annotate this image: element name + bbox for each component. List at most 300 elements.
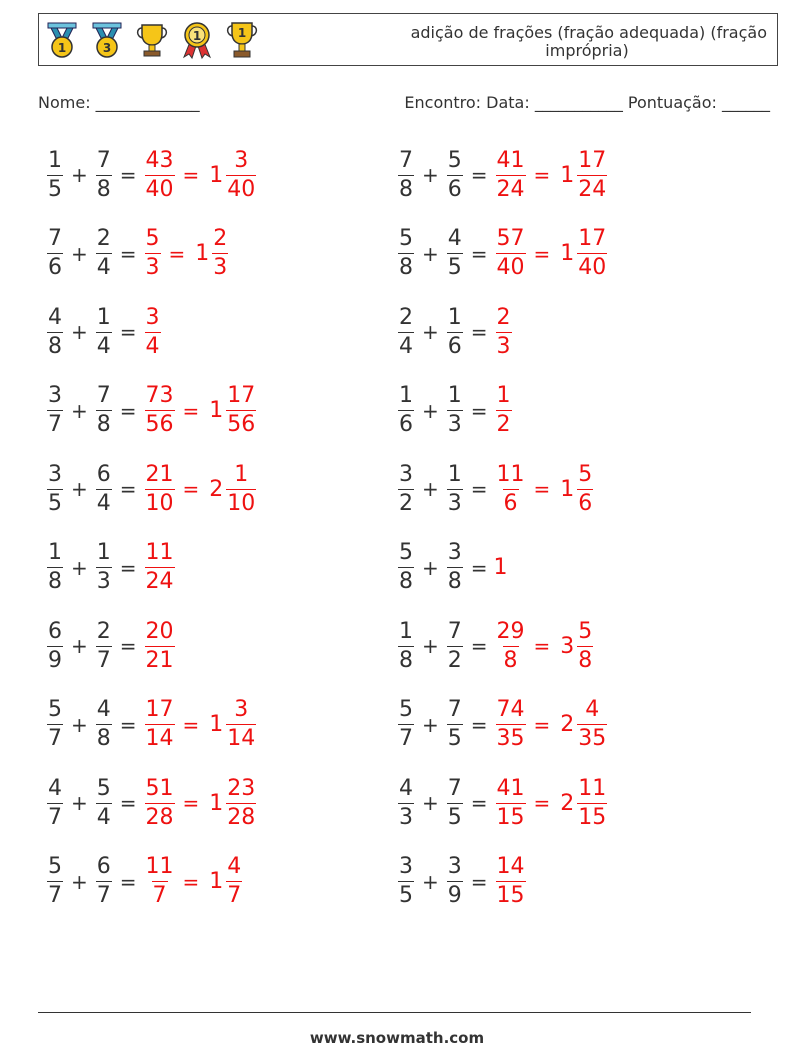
addend-fraction-1-denominator: 7 [48, 412, 62, 437]
worksheet-title [347, 24, 767, 60]
addend-fraction-2-numerator: 7 [447, 618, 462, 644]
medal-1-icon [43, 20, 81, 60]
problem-row [45, 302, 163, 362]
footer-url: www.snowmath.com [309, 1029, 485, 1047]
addend-fraction-2-numerator: 7 [447, 775, 462, 801]
equals-sign: = [119, 791, 137, 815]
addend-fraction-2 [447, 382, 463, 439]
answer-fraction-denominator: 56 [145, 412, 174, 437]
mixed-fraction [226, 696, 256, 753]
answer-fraction-numerator: 20 [145, 618, 174, 644]
mixed-fraction [577, 696, 607, 753]
plus-sign: + [71, 555, 88, 580]
title-line-2: imprópria) [545, 41, 629, 60]
answer-fraction-numerator: 5 [145, 226, 160, 251]
addend-fraction-1-denominator: 8 [399, 647, 413, 673]
addend-fraction-1-numerator: 1 [399, 383, 413, 408]
equals-sign: = [470, 712, 488, 737]
answer-fraction [145, 853, 175, 910]
equals-sign: = [470, 163, 488, 187]
equals-sign: = [470, 869, 488, 894]
mixed-whole: 1 [560, 476, 575, 502]
equals-sign: = [119, 398, 137, 423]
problem-row [396, 773, 609, 833]
addend-fraction-1-denominator: 4 [399, 333, 413, 359]
answer-fraction-denominator: 4 [145, 333, 160, 359]
mixed-fraction [226, 853, 242, 910]
equals-sign: = [119, 320, 137, 344]
mixed-fraction-numerator: 5 [578, 618, 593, 644]
addend-fraction-1-numerator: 3 [399, 461, 413, 487]
answer-fraction [145, 382, 175, 439]
problem-row [45, 773, 258, 833]
addend-fraction-1-denominator: 8 [48, 333, 62, 359]
answer-fraction [145, 539, 175, 596]
svg-text:3: 3 [102, 41, 112, 55]
addend-fraction-2-numerator: 4 [96, 697, 111, 722]
name-field: Nome: _____________ [38, 93, 200, 112]
mixed-fraction-denominator: 14 [227, 726, 256, 751]
answer-fraction-denominator: 3 [496, 333, 511, 359]
meta-fields: Encontro: Data: ___________ Pontuação: ______ [404, 93, 770, 112]
mixed-fraction-denominator: 10 [227, 490, 256, 516]
addend-fraction-2 [447, 696, 463, 753]
addend-fraction-2-denominator: 7 [96, 883, 111, 908]
addend-fraction-2-denominator: 5 [447, 255, 462, 280]
mixed-fraction-denominator: 40 [578, 255, 607, 280]
mixed-whole: 1 [209, 869, 224, 894]
answer-fraction-numerator: 73 [145, 383, 174, 408]
answer-fraction-numerator: 41 [496, 147, 525, 173]
answer-fraction-numerator: 11 [496, 461, 525, 487]
addend-fraction-1 [398, 696, 414, 753]
addend-fraction-2 [96, 618, 112, 675]
mixed-fraction-numerator: 17 [227, 383, 256, 408]
plus-sign: + [422, 398, 439, 423]
icon-strip [43, 20, 261, 60]
equals-sign: = [470, 241, 488, 266]
answer-fraction-numerator: 74 [496, 697, 525, 722]
addend-fraction-1-numerator: 5 [48, 697, 62, 722]
addend-fraction-1-denominator: 9 [48, 647, 62, 673]
problem-row [396, 224, 609, 284]
answer-fraction-numerator: 51 [145, 775, 174, 801]
addend-fraction-2-denominator: 5 [447, 804, 462, 830]
plus-sign: + [71, 163, 88, 187]
svg-text:1: 1 [57, 41, 67, 55]
answer-fraction-denominator: 2 [496, 412, 511, 437]
mixed-fraction-numerator: 1 [234, 461, 249, 487]
plus-sign: + [71, 634, 88, 658]
plus-sign: + [422, 791, 439, 815]
answer-fraction-numerator: 17 [145, 697, 174, 722]
plus-sign: + [71, 477, 88, 501]
equals-sign: = [119, 241, 137, 266]
answer-fraction-numerator: 29 [496, 618, 525, 644]
answer-fraction [496, 853, 526, 910]
addend-fraction-1-numerator: 6 [48, 618, 62, 644]
plus-sign: + [422, 712, 439, 737]
answer-fraction-numerator: 41 [496, 775, 525, 801]
answer-fraction-denominator: 40 [496, 255, 525, 280]
problem-row [45, 145, 258, 205]
mixed-whole: 1 [560, 162, 575, 188]
addend-fraction-1-denominator: 7 [399, 726, 413, 751]
addend-fraction-2-denominator: 7 [96, 647, 111, 673]
addend-fraction-2-numerator: 2 [96, 226, 111, 251]
addend-fraction-2-numerator: 4 [447, 226, 462, 251]
mixed-fraction-denominator: 15 [578, 804, 607, 830]
addend-fraction-2-denominator: 5 [447, 726, 462, 751]
answer-fraction-numerator: 2 [496, 304, 511, 330]
answer-fraction-numerator: 14 [496, 854, 525, 879]
plus-sign: + [422, 320, 439, 344]
mixed-fraction [577, 461, 593, 518]
mixed-whole: 2 [560, 790, 575, 816]
mixed-fraction-denominator: 35 [578, 726, 607, 751]
answer-fraction [496, 696, 526, 753]
addend-fraction-1 [398, 775, 414, 832]
answer-fraction-numerator: 3 [145, 304, 160, 330]
addend-fraction-2-numerator: 2 [96, 618, 111, 644]
addend-fraction-1-numerator: 1 [48, 540, 62, 565]
addend-fraction-2-numerator: 7 [447, 697, 462, 722]
mixed-fraction [226, 461, 256, 518]
addend-fraction-2 [447, 539, 463, 596]
problem-row [396, 302, 514, 362]
mixed-whole: 3 [560, 633, 575, 659]
svg-text:1: 1 [237, 26, 247, 40]
mixed-fraction [226, 382, 256, 439]
equals-sign-answer: = [182, 791, 200, 815]
addend-fraction-1-numerator: 5 [399, 540, 413, 565]
plus-sign: + [422, 869, 439, 894]
equals-sign: = [119, 555, 137, 580]
addend-fraction-2-numerator: 7 [96, 383, 111, 408]
answer-fraction-denominator: 8 [503, 647, 518, 673]
addend-fraction-1-numerator: 4 [48, 304, 62, 330]
addend-fraction-1-denominator: 8 [48, 569, 62, 594]
answer-fraction-numerator: 1 [496, 383, 511, 408]
addend-fraction-2-numerator: 1 [447, 461, 462, 487]
addend-fraction-2-denominator: 8 [96, 726, 111, 751]
equals-sign: = [470, 791, 488, 815]
mixed-whole: 1 [209, 712, 224, 737]
addend-fraction-1 [47, 539, 63, 596]
plus-sign: + [71, 869, 88, 894]
answer-fraction-denominator: 28 [145, 804, 174, 830]
addend-fraction-1-denominator: 5 [48, 176, 62, 202]
addend-fraction-2-denominator: 4 [96, 333, 111, 359]
addend-fraction-1-denominator: 3 [399, 804, 413, 830]
addend-fraction-1-numerator: 7 [399, 147, 413, 173]
addend-fraction-2-numerator: 6 [96, 461, 111, 487]
equals-sign-answer: = [533, 634, 551, 658]
problem-row [396, 538, 508, 598]
plus-sign: + [71, 712, 88, 737]
addend-fraction-1 [398, 461, 414, 518]
addend-fraction-2 [96, 775, 112, 832]
mixed-fraction-numerator: 4 [227, 854, 242, 879]
equals-sign: = [119, 477, 137, 501]
answer-fraction [496, 618, 526, 675]
mixed-fraction-denominator: 40 [227, 176, 256, 202]
addend-fraction-1 [398, 304, 414, 361]
header-box [38, 13, 778, 66]
answer-fraction-denominator: 35 [496, 726, 525, 751]
addend-fraction-1 [398, 618, 414, 675]
mixed-fraction-denominator: 8 [578, 647, 593, 673]
answer-fraction-denominator: 24 [496, 176, 525, 202]
trophy-1-icon [223, 20, 261, 60]
addend-fraction-2-denominator: 3 [447, 490, 462, 516]
addend-fraction-1-numerator: 4 [48, 775, 62, 801]
answer-fraction [145, 147, 175, 204]
problem-row [396, 145, 609, 205]
addend-fraction-1-numerator: 2 [399, 304, 413, 330]
addend-fraction-2-denominator: 8 [96, 176, 111, 202]
addend-fraction-1-denominator: 7 [48, 726, 62, 751]
answer-fraction-denominator: 15 [496, 804, 525, 830]
mixed-fraction [577, 618, 593, 675]
addend-fraction-1-denominator: 5 [48, 490, 62, 516]
addend-fraction-2-denominator: 2 [447, 647, 462, 673]
addend-fraction-1-denominator: 7 [48, 883, 62, 908]
answer-fraction-denominator: 7 [152, 883, 167, 908]
mixed-whole: 1 [209, 162, 224, 188]
addend-fraction-1-numerator: 4 [399, 775, 413, 801]
mixed-fraction-denominator: 28 [227, 804, 256, 830]
answer-fraction-denominator: 15 [496, 883, 525, 908]
problem-row [45, 695, 258, 755]
addend-fraction-2 [447, 461, 463, 518]
addend-fraction-1 [398, 853, 414, 910]
answer-fraction [145, 696, 175, 753]
addend-fraction-2-denominator: 4 [96, 804, 111, 830]
equals-sign-answer: = [182, 477, 200, 501]
addend-fraction-2 [96, 461, 112, 518]
addend-fraction-1-numerator: 5 [399, 697, 413, 722]
addend-fraction-2 [96, 147, 112, 204]
addend-fraction-1-denominator: 6 [399, 412, 413, 437]
mixed-whole: 1 [209, 790, 224, 816]
plus-sign: + [422, 477, 439, 501]
addend-fraction-2-numerator: 1 [447, 304, 462, 330]
answer-fraction [145, 618, 175, 675]
addend-fraction-2-numerator: 1 [447, 383, 462, 408]
mixed-fraction [577, 147, 607, 204]
answer-fraction-numerator: 57 [496, 226, 525, 251]
equals-sign: = [119, 163, 137, 187]
addend-fraction-2-numerator: 1 [96, 540, 111, 565]
addend-fraction-2-numerator: 7 [96, 147, 111, 173]
equals-sign-answer: = [533, 241, 551, 266]
addend-fraction-2 [96, 696, 112, 753]
equals-sign-answer: = [533, 791, 551, 815]
equals-sign-answer: = [182, 163, 200, 187]
answer-fraction [145, 775, 175, 832]
addend-fraction-1-denominator: 7 [48, 804, 62, 830]
mixed-fraction-numerator: 3 [234, 697, 249, 722]
equals-sign-answer: = [182, 398, 200, 423]
addend-fraction-1 [398, 382, 414, 439]
equals-sign: = [119, 712, 137, 737]
equals-sign: = [470, 398, 488, 423]
answer-fraction [145, 225, 161, 282]
answer-fraction-denominator: 21 [145, 647, 174, 673]
addend-fraction-1 [47, 147, 63, 204]
addend-fraction-2 [447, 147, 463, 204]
mixed-whole: 2 [209, 476, 224, 502]
answer-fraction [145, 304, 161, 361]
answer-fraction-denominator: 14 [145, 726, 174, 751]
addend-fraction-2-denominator: 3 [447, 412, 462, 437]
addend-fraction-1-numerator: 3 [48, 383, 62, 408]
answer-fraction-numerator: 11 [145, 540, 174, 565]
addend-fraction-2 [96, 382, 112, 439]
mixed-fraction-numerator: 11 [578, 775, 607, 801]
addend-fraction-2 [447, 225, 463, 282]
equals-sign: = [119, 869, 137, 894]
addend-fraction-2-numerator: 3 [447, 540, 462, 565]
equals-sign-answer: = [182, 712, 200, 737]
answer-fraction-numerator: 43 [145, 147, 174, 173]
problem-row [45, 852, 244, 912]
addend-fraction-2 [96, 853, 112, 910]
equals-sign: = [470, 320, 488, 344]
addend-fraction-2-numerator: 5 [447, 147, 462, 173]
addend-fraction-2 [96, 304, 112, 361]
plus-sign: + [71, 320, 88, 344]
addend-fraction-2-denominator: 8 [96, 412, 111, 437]
answer-fraction [496, 775, 526, 832]
equals-sign-answer: = [168, 241, 186, 266]
plus-sign: + [422, 241, 439, 266]
addend-fraction-1 [47, 461, 63, 518]
mixed-fraction-numerator: 17 [578, 226, 607, 251]
problem-row [45, 459, 258, 519]
addend-fraction-1 [47, 382, 63, 439]
mixed-fraction [577, 775, 607, 832]
problem-row [45, 381, 258, 441]
addend-fraction-1 [398, 147, 414, 204]
mixed-fraction-numerator: 4 [585, 697, 600, 722]
trophy-cup-icon [133, 20, 171, 60]
addend-fraction-1-numerator: 3 [399, 854, 413, 879]
mixed-fraction-denominator: 24 [578, 176, 607, 202]
rosette-1-icon [178, 20, 216, 60]
addend-fraction-2 [96, 225, 112, 282]
problem-row [45, 538, 177, 598]
plus-sign: + [71, 791, 88, 815]
addend-fraction-2-numerator: 6 [96, 854, 111, 879]
equals-sign: = [470, 477, 488, 501]
addend-fraction-1-numerator: 5 [48, 854, 62, 879]
addend-fraction-1-numerator: 3 [48, 461, 62, 487]
mixed-whole: 1 [560, 241, 575, 266]
equals-sign: = [470, 634, 488, 658]
addend-fraction-1 [398, 539, 414, 596]
answer-fraction-numerator: 11 [145, 854, 174, 879]
addend-fraction-2 [447, 853, 463, 910]
mixed-fraction [577, 225, 607, 282]
equals-sign-answer: = [533, 712, 551, 737]
svg-text:1: 1 [192, 29, 202, 43]
mixed-fraction-numerator: 17 [578, 147, 607, 173]
plus-sign: + [422, 555, 439, 580]
addend-fraction-2 [447, 618, 463, 675]
title-line-1: adição de frações (fração adequada) (fração [410, 23, 767, 42]
problem-row [396, 381, 514, 441]
addend-fraction-2 [96, 539, 112, 596]
answer-fraction-denominator: 24 [145, 569, 174, 594]
addend-fraction-1 [47, 225, 63, 282]
addend-fraction-2-denominator: 6 [447, 176, 462, 202]
mixed-whole: 2 [560, 712, 575, 737]
problem-row [396, 695, 609, 755]
mixed-fraction [212, 225, 228, 282]
addend-fraction-1-numerator: 5 [399, 226, 413, 251]
mixed-fraction-numerator: 3 [234, 147, 249, 173]
addend-fraction-1 [47, 775, 63, 832]
addend-fraction-1-denominator: 8 [399, 569, 413, 594]
addend-fraction-1-denominator: 2 [399, 490, 413, 516]
addend-fraction-2-numerator: 1 [96, 304, 111, 330]
answer-fraction-denominator: 3 [145, 255, 160, 280]
footer-divider [38, 1012, 751, 1013]
problem-row [396, 616, 595, 676]
problem-row [396, 459, 595, 519]
addend-fraction-2-denominator: 4 [96, 490, 111, 516]
answer-fraction [496, 461, 526, 518]
equals-sign-answer: = [182, 869, 200, 894]
mixed-fraction-denominator: 56 [227, 412, 256, 437]
addend-fraction-1-denominator: 8 [399, 255, 413, 280]
addend-fraction-1-numerator: 1 [48, 147, 62, 173]
equals-sign: = [470, 555, 488, 580]
addend-fraction-1-numerator: 1 [399, 618, 413, 644]
addend-fraction-2-denominator: 6 [447, 333, 462, 359]
equals-sign-answer: = [533, 163, 551, 187]
answer-fraction [496, 304, 512, 361]
answer-fraction-denominator: 40 [145, 176, 174, 202]
addend-fraction-1 [47, 696, 63, 753]
answer-fraction-numerator: 21 [145, 461, 174, 487]
addend-fraction-1 [47, 304, 63, 361]
addend-fraction-2-denominator: 3 [96, 569, 111, 594]
addend-fraction-1-numerator: 7 [48, 226, 62, 251]
equals-sign-answer: = [533, 477, 551, 501]
answer-fraction-denominator: 6 [503, 490, 518, 516]
plus-sign: + [422, 634, 439, 658]
addend-fraction-1 [47, 618, 63, 675]
addend-fraction-2 [447, 775, 463, 832]
answer-whole: 1 [493, 555, 508, 580]
mixed-fraction [226, 775, 256, 832]
answer-fraction-denominator: 10 [145, 490, 174, 516]
addend-fraction-2-numerator: 3 [447, 854, 462, 879]
mixed-fraction-denominator: 3 [213, 255, 228, 280]
mixed-fraction-numerator: 23 [227, 775, 256, 801]
addend-fraction-2-numerator: 5 [96, 775, 111, 801]
mixed-whole: 1 [195, 241, 210, 266]
addend-fraction-2-denominator: 8 [447, 569, 462, 594]
problem-row [45, 616, 177, 676]
addend-fraction-1-denominator: 6 [48, 255, 62, 280]
addend-fraction-1 [398, 225, 414, 282]
addend-fraction-1 [47, 853, 63, 910]
equals-sign: = [119, 634, 137, 658]
